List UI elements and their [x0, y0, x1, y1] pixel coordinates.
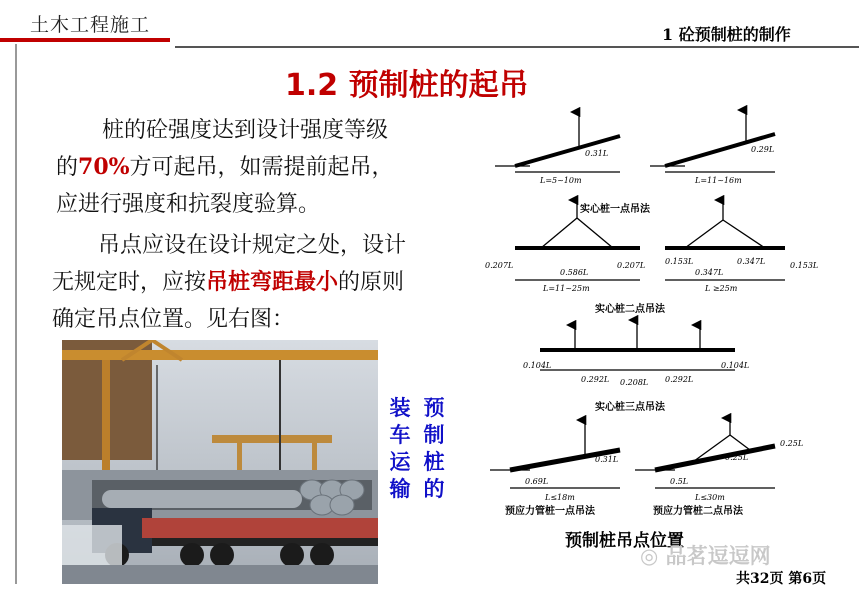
- page-counter: 共32页 第6页: [736, 571, 827, 587]
- label-g-a: 0.5L: [670, 477, 689, 486]
- wechat-icon: ◎: [640, 544, 659, 568]
- slide-title: 1.2 预制桩的起吊: [285, 68, 529, 103]
- label-d-left: 0.153L: [665, 257, 694, 266]
- para2-highlight: 吊桩弯距最小: [206, 269, 339, 295]
- course-title-underline: [0, 38, 170, 42]
- caption-char: 桩: [423, 450, 445, 474]
- paragraph-1: [56, 112, 394, 223]
- para1-line2: [56, 149, 394, 186]
- caption-three-point: 实心桩三点吊法: [595, 402, 665, 413]
- label-g-span: L≤30m: [695, 493, 725, 502]
- para2-line3: 确定吊点位置。见右图：: [52, 307, 295, 332]
- header-divider: [175, 46, 859, 48]
- label-a-span: L=5~10m: [540, 176, 582, 185]
- caption-char: 装: [389, 396, 411, 420]
- caption-one-point: 实心桩一点吊法: [580, 204, 650, 215]
- caption-char: 运: [389, 450, 411, 474]
- label-c-right: 0.207L: [617, 261, 646, 270]
- label-b-len: 0.29L: [751, 145, 775, 154]
- para1-line2-pre: 的: [56, 155, 79, 180]
- para1-line3: 应进行强度和抗裂度验算。: [56, 192, 321, 217]
- paragraph-2: [52, 227, 406, 338]
- label-c-mid: 0.586L: [560, 268, 589, 277]
- label-d-span: L ≥25m: [705, 284, 738, 293]
- label-f-b: 0.31L: [595, 455, 619, 464]
- label-d-mid1: 0.347L: [695, 268, 724, 277]
- caption-char: 的: [423, 477, 445, 501]
- watermark: [640, 540, 771, 570]
- label-b-span: L=11~16m: [695, 176, 742, 185]
- para2-line2-post: 的原则: [338, 270, 405, 295]
- course-title: 土木工程施工: [30, 14, 151, 36]
- para2-line2: [52, 264, 406, 301]
- label-g-top: 0.25L: [780, 439, 804, 448]
- caption-char: 车: [389, 423, 411, 447]
- chapter-title: 1 砼预制桩的制作: [662, 25, 791, 44]
- label-d-right: 0.153L: [790, 261, 819, 270]
- label-d-mid2: 0.347L: [737, 257, 766, 266]
- label-e-mid2: 0.208L: [620, 378, 649, 387]
- para1-line1: 桩的砼强度达到设计强度等级: [102, 118, 389, 143]
- caption-char: 预: [423, 396, 445, 420]
- photo-caption-col2: [388, 395, 412, 503]
- label-e-right: 0.104L: [721, 361, 750, 370]
- diagram-main-caption: 预制桩吊点位置: [565, 531, 684, 551]
- para2-line1: 吊点应设在设计规定之处，设计: [98, 233, 407, 258]
- caption-prestressed-one: 预应力管桩一点吊法: [505, 506, 595, 517]
- photo-illustration: [62, 340, 378, 584]
- photo-caption-col1: [422, 395, 446, 503]
- label-c-left: 0.207L: [485, 261, 514, 270]
- para1-line2-post: 方可起吊，如需提前起吊，: [129, 155, 394, 180]
- label-e-mid1: 0.292L: [581, 375, 610, 384]
- caption-char: 制: [423, 423, 445, 447]
- caption-prestressed-two: 预应力管桩二点吊法: [653, 506, 743, 517]
- left-border: [15, 44, 17, 584]
- label-e-mid3: 0.292L: [665, 375, 694, 384]
- watermark-text: 品茗逗逗网: [665, 544, 771, 568]
- label-f-span: L≤18m: [545, 493, 575, 502]
- caption-two-point: 实心桩二点吊法: [595, 304, 665, 315]
- label-a-len: 0.31L: [585, 149, 609, 158]
- pile-loading-photo: [62, 340, 378, 584]
- label-c-span: L=11~25m: [543, 284, 590, 293]
- label-f-a: 0.69L: [525, 477, 549, 486]
- label-g-b: 0.25L: [725, 453, 749, 462]
- lifting-point-diagram: [485, 100, 830, 570]
- label-e-left: 0.104L: [523, 361, 552, 370]
- caption-char: 输: [389, 477, 411, 501]
- para1-highlight: 70%: [78, 154, 130, 180]
- para2-line2-pre: 无规定时，应按: [52, 270, 207, 295]
